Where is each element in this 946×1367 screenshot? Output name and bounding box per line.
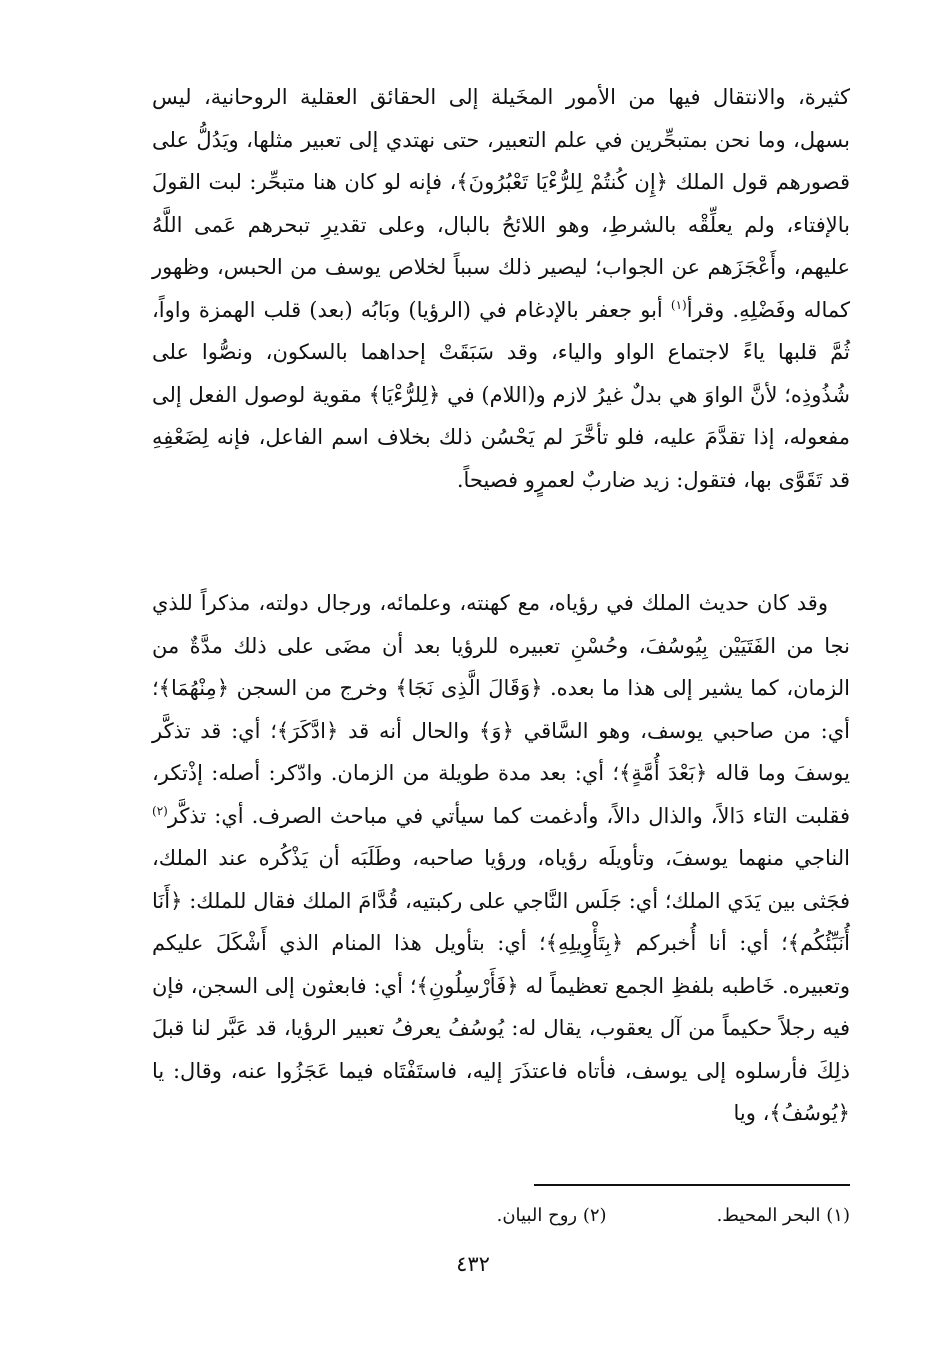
footnote-2-number: (٢) — [582, 1205, 607, 1226]
footnote-divider — [534, 1184, 850, 1186]
footnote-2 — [497, 1202, 607, 1230]
paragraph-1-start: كثيرة، والانتقال فيها من الأمور المخَيلة إلى الحقائق العقلية الروحانية، ليس بسهل، وما نحن بمتبحِّرين في علم التعبير، حتى نهتدي إلى تعبير مثلها، ويَدُلُّ على قصورهم قول الملك ﴿إِن كُنتُمْ لِلرُّءْيَا تَعْبُرُونَ﴾، فإنه لو كان هنا متبحِّر: لبت القولَ بالإفتاء، ولم يعلِّقْه بالشرطِ، وهو اللائحُ بالبال، وعلى تقديرِ تبحرهم عَمى اللَّهُ عليهم، وأَعْجَزَهم عن الجواب؛ ليصير ذلك سبباً لخلاص يوسف من الحبس، وظهور كماله وفَضْلِهِ. وقرأ — [152, 85, 850, 322]
footnote-ref-1[interactable]: (١) — [670, 297, 687, 312]
paragraph-2-text — [152, 582, 850, 1135]
footnote-2-text: روح البيان. — [496, 1205, 578, 1226]
footnote-ref-2[interactable]: (٢) — [152, 803, 168, 818]
paragraph-1 — [152, 76, 850, 501]
footnote-1-number: (١) — [826, 1205, 850, 1226]
paragraph-2-start: وقد كان حديث الملك في رؤياه، مع كهنته، وعلمائه، ورجال دولته، مذكراً للذي نجا من الفَتَيَيْن بِيُوسُفَ، وحُسْنِ تعبيره للرؤيا بعد أن مضَى على ذلك مدَّةٌ من الزمان، كما يشير إلى هذا ما بعده. ﴿وَقَالَ الَّذِى نَجَا﴾ وخرج من السجن ﴿مِنْهُمَا﴾؛ أي: من صاحبي يوسف، وهو السَّاقي ﴿وَ﴾ والحال أنه قد ﴿ادَّكَرَ﴾؛ أي: قد تذكَّر يوسفَ وما قاله ﴿بَعْدَ أُمَّةٍ﴾؛ أي: بعد مدة طويلة من الزمان. وادّكر: أصله: إذْتكر، فقلبت التاء دَالاً، والذال دالاً، وأدغمت كما سيأتي في مباحث الصرف. أي: تذكَّر — [152, 591, 850, 828]
paragraph-1-text — [152, 76, 850, 501]
page-number: ٤٣٢ — [456, 1252, 490, 1276]
footnotes — [497, 1202, 850, 1230]
paragraph-2 — [152, 582, 850, 1135]
footnote-1-text: البحر المحيط. — [716, 1205, 821, 1226]
paragraph-1-end: أبو جعفر بالإدغام في (الرؤيا) وبَابُه (بعد) قلب الهمزة واواً، ثُمَّ قلبها ياءً لاجتماع الواو والياء، وقد سَبَقَتْ إحداهما بالسكون، ونصُّوا على شُذُوذِه؛ لأنَّ الواوَ هي بدلٌ غيرُ لازم و(اللام) في ﴿لِلرُّءْيَا﴾ مقوية لوصول الفعل إلى مفعوله، إذا تقدَّمَ عليه، فلو تأخَّرَ لم يَحْسُن ذلك بخلاف اسم الفاعل، فإنه لِضَعْفِهِ قد تَقَوَّى بها، فتقول: زيد ضاربٌ لعمرٍو فصيحاً. — [152, 297, 850, 492]
paragraph-2-end: الناجي منهما يوسفَ، وتأويلَه رؤياه، ورؤيا صاحبه، وطَلَبَه أن يَذْكُره عند الملك، فجَثى بين يَدَي الملك؛ أي: جَلَس النَّاجي على ركبتيه، قُدَّامَ الملك فقال للملك: ﴿أَنَا أُنَبِّئُكُم﴾؛ أي: أنا أُخبركم ﴿بِتَأْوِيلِهِ﴾؛ أي: بتأويل هذا المنام الذي أَشْكَلَ عليكم وتعبيره. خَاطبه بلفظِ الجمع تعظيماً له ﴿فَأَرْسِلُونِ﴾؛ أي: فابعثون إلى السجن، فإن فيه رجلاً حكيماً من آل يعقوب، يقال له: يُوسُفُ يعرفُ تعبير الرؤيا، قد عَبَّر لنا قبلَ ذلِكَ فأرسلوه إلى يوسف، فأتاه فاعتذَرَ إليه، فاستَفْتَاه فيما عَجَزُوا عنه، وقال: يا ﴿يُوسُفُ﴾، ويا — [152, 846, 850, 1125]
footnote-1 — [717, 1202, 850, 1230]
